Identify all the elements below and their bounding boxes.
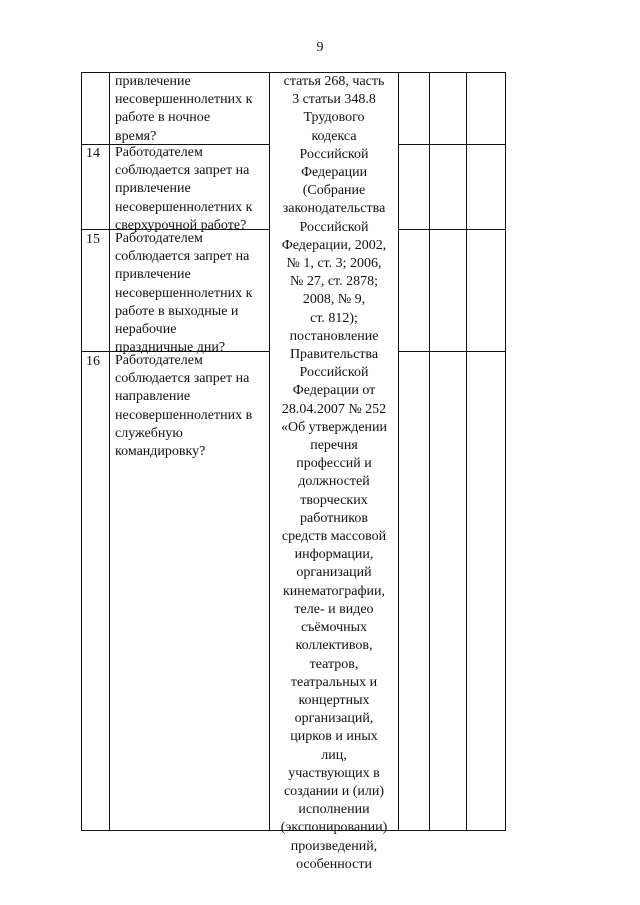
legal-basis-line: профессий и bbox=[296, 456, 372, 472]
requirement-line: Работодателем bbox=[115, 231, 203, 246]
legal-basis-line: кинематографии, bbox=[282, 583, 386, 599]
legal-basis-line: № 1, ст. 3; 2006, bbox=[286, 256, 382, 272]
requirement-line: несовершеннолетних в bbox=[115, 407, 253, 423]
requirement-line: несовершеннолетних к bbox=[115, 285, 253, 301]
legal-basis-line: организаций, bbox=[294, 711, 374, 727]
column-divider bbox=[466, 72, 467, 831]
legal-basis-line: лиц, bbox=[321, 747, 347, 763]
requirement-line: Работодателем bbox=[115, 353, 203, 368]
requirement-cell bbox=[115, 144, 252, 235]
requirement-line: работе в ночное bbox=[115, 110, 211, 126]
requirement-cell bbox=[115, 230, 252, 357]
legal-basis-line: создании и (или) bbox=[283, 783, 385, 799]
legal-basis-line: 2008, № 9, bbox=[302, 292, 366, 308]
requirement-line: нерабочие bbox=[115, 322, 177, 338]
legal-basis-line: «Об утверждении bbox=[280, 419, 388, 435]
requirement-line: привлечение bbox=[115, 267, 191, 283]
legal-basis-line: 28.04.2007 № 252 bbox=[281, 401, 387, 417]
requirement-line: сверхурочной работе? bbox=[115, 217, 247, 233]
requirement-line: служебную bbox=[115, 425, 183, 441]
legal-basis-line: коллективов, bbox=[295, 638, 373, 654]
legal-basis-line: постановление bbox=[289, 328, 379, 344]
requirement-line: Работодателем bbox=[115, 145, 203, 160]
column-divider bbox=[505, 72, 506, 831]
legal-basis-line: законодательства bbox=[282, 201, 386, 217]
legal-basis-line: № 27, ст. 2878; bbox=[289, 274, 379, 290]
legal-basis-line: статья 268, часть bbox=[283, 74, 385, 89]
legal-basis-line: исполнении bbox=[298, 802, 370, 818]
legal-basis-line: Федерации, 2002, bbox=[281, 237, 387, 253]
legal-basis-line: творческих bbox=[300, 492, 368, 508]
legal-basis-line: информации, bbox=[294, 547, 374, 563]
row-number: 15 bbox=[86, 232, 100, 247]
requirement-line: соблюдается запрет на bbox=[115, 371, 250, 387]
legal-basis-line: Федерации bbox=[300, 165, 368, 181]
legal-basis-line: перечня bbox=[310, 438, 358, 454]
requirement-line: привлечение bbox=[115, 74, 191, 89]
legal-basis-line: Российской bbox=[299, 365, 369, 381]
row-divider bbox=[398, 351, 506, 352]
legal-basis-line: ст. 812); bbox=[310, 310, 358, 326]
requirement-line: привлечение bbox=[115, 181, 191, 197]
legal-basis-line: съёмочных bbox=[300, 620, 368, 636]
row-divider bbox=[398, 144, 506, 145]
legal-basis-line: кодекса bbox=[311, 128, 357, 144]
column-divider bbox=[429, 72, 430, 831]
requirement-line: несовершеннолетних к bbox=[115, 199, 253, 215]
legal-basis-line: теле- и видео bbox=[294, 601, 374, 617]
requirement-line: несовершеннолетних к bbox=[115, 92, 253, 108]
legal-basis-line: Российской bbox=[299, 219, 369, 235]
requirement-cell bbox=[115, 352, 252, 461]
page-number: 9 bbox=[316, 40, 324, 55]
requirement-line: время? bbox=[115, 128, 157, 144]
legal-basis-line: театров, bbox=[309, 656, 359, 672]
legal-basis-line: театральных и bbox=[290, 674, 378, 690]
requirement-line: праздничные дни? bbox=[115, 340, 226, 356]
legal-basis-line: средств массовой bbox=[281, 529, 387, 545]
legal-basis-line: работников bbox=[300, 510, 368, 526]
legal-basis-line: концертных bbox=[298, 692, 370, 708]
legal-basis-line: Российской bbox=[299, 146, 369, 162]
legal-basis-line: (Собрание bbox=[302, 183, 366, 199]
legal-basis-line: Федерации от bbox=[292, 383, 376, 399]
legal-basis-line: 3 статьи 348.8 bbox=[292, 92, 376, 108]
legal-basis-line: Трудового bbox=[303, 110, 365, 126]
requirement-line: командировку? bbox=[115, 444, 206, 460]
requirement-line: направление bbox=[115, 389, 191, 405]
requirement-cell bbox=[115, 73, 252, 146]
legal-basis-line: цирков и иных bbox=[290, 729, 378, 745]
legal-basis-line: Правительства bbox=[289, 347, 379, 363]
requirement-line: работе в выходные и bbox=[115, 303, 239, 319]
legal-basis-line: (экспонировании) bbox=[280, 820, 388, 836]
legal-basis-line: организаций bbox=[296, 565, 372, 581]
column-divider bbox=[109, 72, 110, 831]
row-number: 14 bbox=[86, 146, 100, 161]
requirement-line: соблюдается запрет на bbox=[115, 249, 250, 265]
legal-basis-cell bbox=[269, 73, 399, 874]
row-number: 16 bbox=[86, 354, 100, 369]
legal-basis-line: участвующих в bbox=[288, 765, 380, 781]
legal-basis-line: особенности bbox=[296, 856, 372, 872]
row-divider bbox=[398, 229, 506, 230]
legal-basis-line: должностей bbox=[298, 474, 370, 490]
requirement-line: соблюдается запрет на bbox=[115, 163, 250, 179]
column-divider bbox=[81, 72, 82, 831]
legal-basis-line: произведений, bbox=[290, 838, 378, 854]
